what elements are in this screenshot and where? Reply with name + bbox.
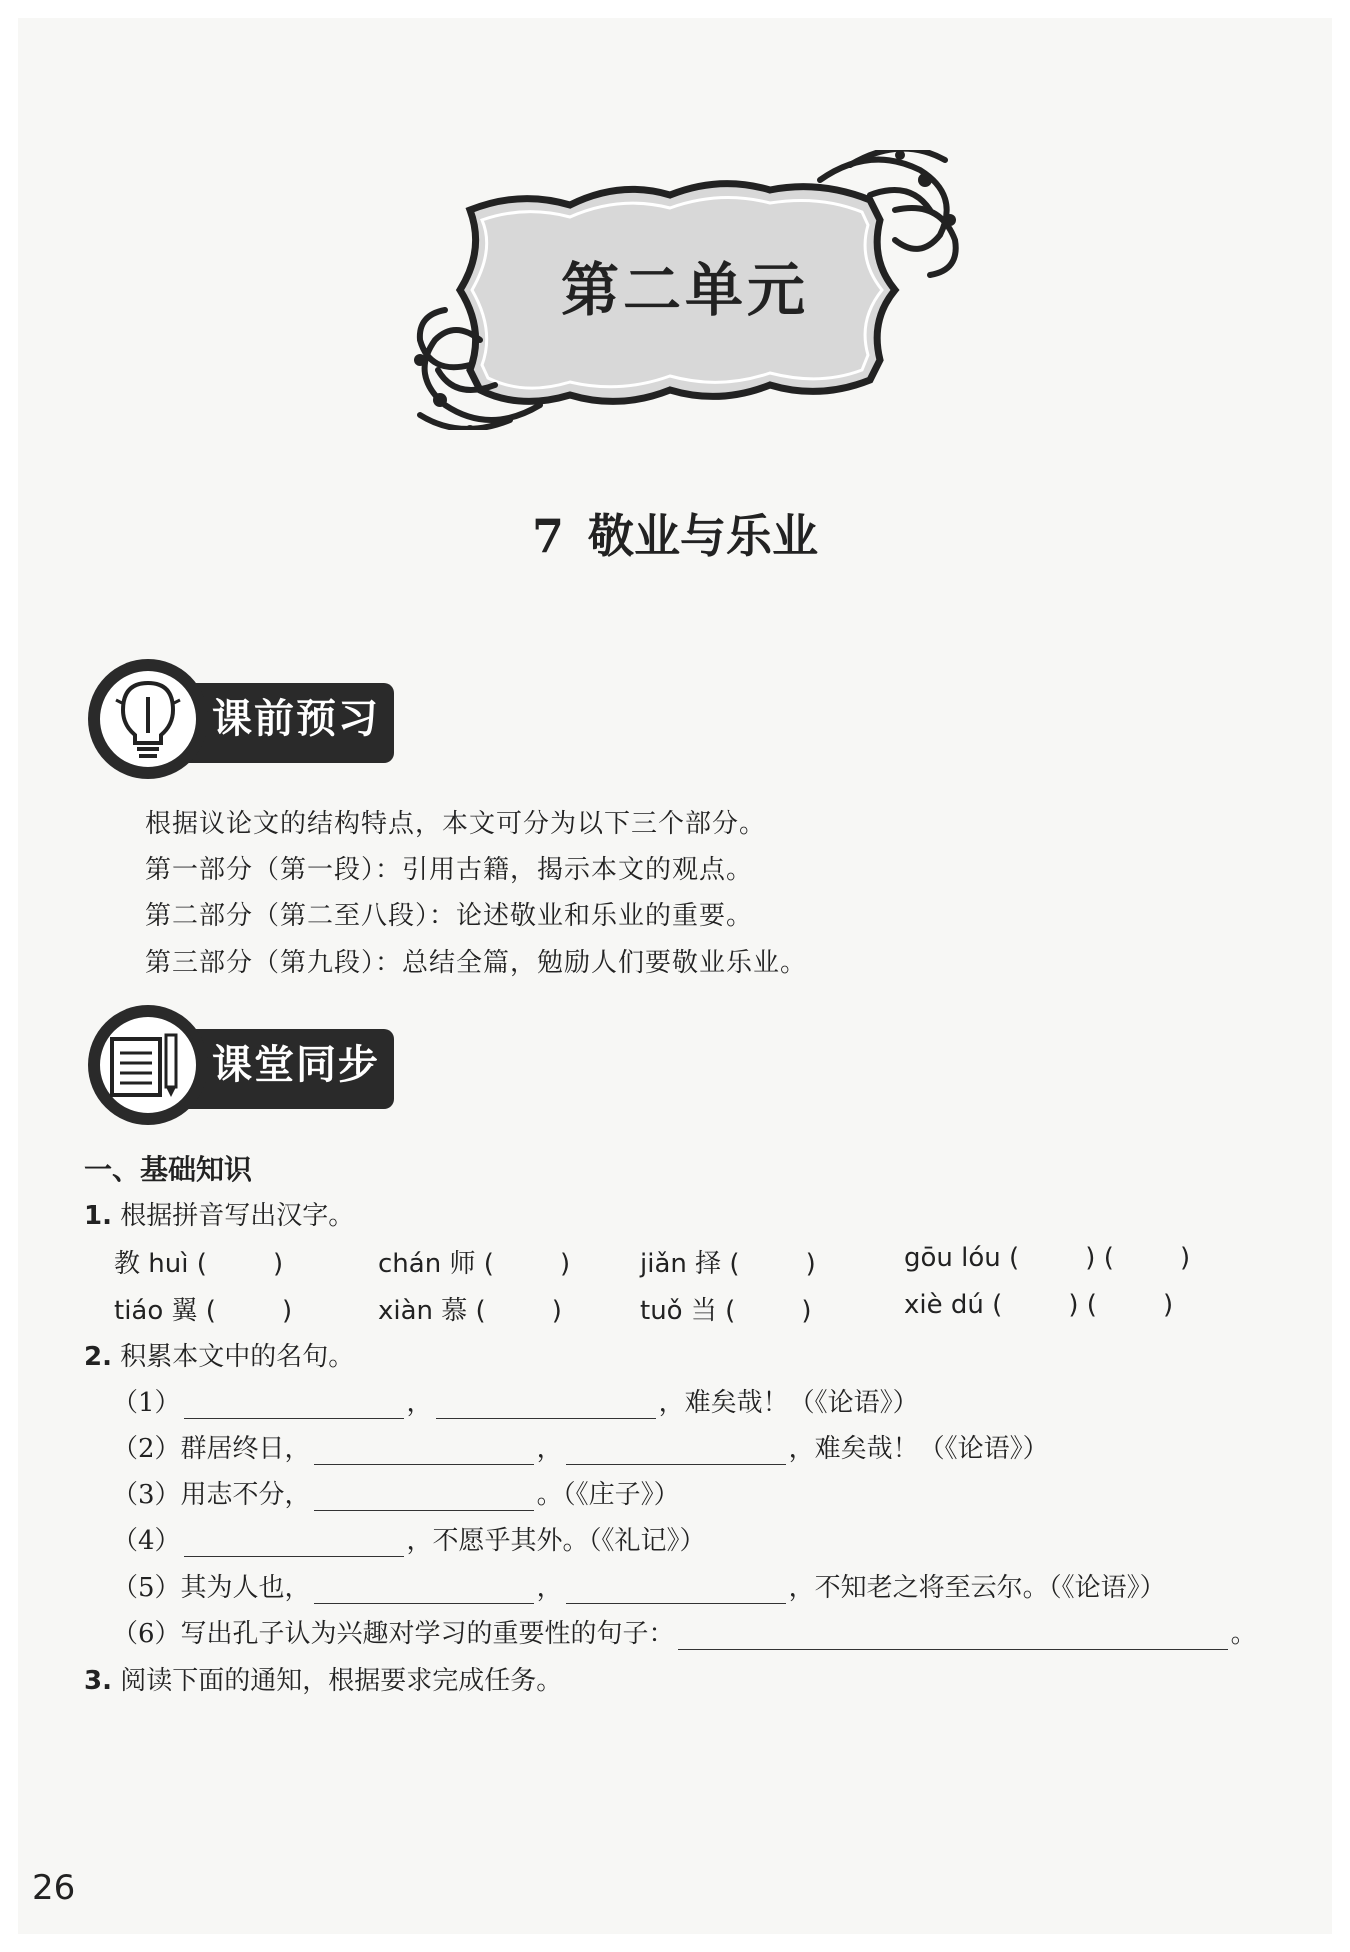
pinyin-item[interactable]: chán 师 ( ) xyxy=(378,1249,571,1279)
preview-paragraph: 根据议论文的结构特点，本文可分为以下三个部分。 xyxy=(145,809,767,839)
page-number: 26 xyxy=(32,1868,76,1908)
quote-line-6 xyxy=(112,1613,1257,1650)
question-3 xyxy=(84,1660,562,1697)
pinyin-item[interactable]: tiáo 翼 ( ) xyxy=(114,1296,293,1326)
item-number: （1） xyxy=(112,1388,181,1418)
quote-tail: ，不愿乎其外。（《礼记》） xyxy=(406,1526,706,1556)
question-text: 阅读下面的通知，根据要求完成任务。 xyxy=(120,1666,563,1696)
lesson-name: 敬业与乐业 xyxy=(588,509,818,563)
quote-line-5 xyxy=(112,1567,1166,1604)
quote-head: 用志不分， xyxy=(180,1480,311,1510)
preview-paragraph: 第一部分（第一段）：引用古籍，揭示本文的观点。 xyxy=(145,855,754,885)
quote-head: 群居终日， xyxy=(180,1434,311,1464)
quote-line-3 xyxy=(112,1474,680,1511)
quote-head: 其为人也， xyxy=(180,1573,311,1603)
lesson-title xyxy=(0,500,1350,566)
quote-line-1 xyxy=(112,1382,919,1419)
quote-tail: 。 xyxy=(1230,1619,1257,1649)
question-text: 积累本文中的名句。 xyxy=(120,1342,355,1372)
section-basic-knowledge: 一、基础知识 xyxy=(84,1153,253,1186)
quote-line-4 xyxy=(112,1520,706,1557)
question-2 xyxy=(84,1336,354,1373)
pinyin-item[interactable]: xiè dú ( ) ( ) xyxy=(904,1290,1174,1320)
pinyin-item[interactable]: 教 huì ( ) xyxy=(114,1249,284,1279)
item-number: （6） xyxy=(112,1619,181,1649)
question-number: 3. xyxy=(84,1666,112,1696)
pinyin-item[interactable]: jiǎn 择 ( ) xyxy=(640,1249,816,1279)
question-number: 2. xyxy=(84,1342,112,1372)
lightbulb-icon xyxy=(113,675,183,765)
answer-blank[interactable] xyxy=(566,1438,786,1465)
question-1 xyxy=(84,1195,354,1232)
answer-blank[interactable] xyxy=(314,1577,534,1604)
question-number: 1. xyxy=(84,1201,112,1231)
quote-tail: 。（《庄子》） xyxy=(536,1480,680,1510)
item-number: （4） xyxy=(112,1526,181,1556)
answer-blank[interactable] xyxy=(436,1392,656,1419)
book-pencil-icon xyxy=(108,1031,188,1101)
quote-tail: ，难矣哉！（《论语》） xyxy=(788,1434,1049,1464)
preview-label: 课前预习 xyxy=(212,696,380,742)
pinyin-item[interactable]: gōu lóu ( ) ( ) xyxy=(904,1243,1191,1273)
item-number: （2） xyxy=(112,1434,181,1464)
question-text: 根据拼音写出汉字。 xyxy=(120,1201,355,1231)
punct: ， xyxy=(536,1573,563,1603)
answer-blank[interactable] xyxy=(314,1438,534,1465)
answer-blank[interactable] xyxy=(678,1623,1228,1650)
classroom-badge xyxy=(84,1001,404,1131)
quote-head: 写出孔子认为兴趣对学习的重要性的句子： xyxy=(180,1619,675,1649)
pinyin-item[interactable]: xiàn 慕 ( ) xyxy=(378,1296,562,1326)
answer-blank[interactable] xyxy=(314,1484,534,1511)
item-number: （3） xyxy=(112,1480,181,1510)
item-number: （5） xyxy=(112,1573,181,1603)
classroom-label: 课堂同步 xyxy=(212,1042,380,1088)
answer-blank[interactable] xyxy=(566,1577,786,1604)
preview-badge xyxy=(84,655,404,785)
unit-title: 第二单元 xyxy=(560,256,809,324)
pinyin-item[interactable]: tuǒ 当 ( ) xyxy=(640,1296,812,1326)
lesson-number: 7 xyxy=(531,509,564,563)
punct: ， xyxy=(536,1434,563,1464)
preview-paragraph: 第二部分（第二至八段）：论述敬业和乐业的重要。 xyxy=(145,901,754,931)
punct: ， xyxy=(406,1388,433,1418)
answer-blank[interactable] xyxy=(184,1530,404,1557)
quote-tail: ，难矣哉！（《论语》） xyxy=(658,1388,919,1418)
preview-paragraph: 第三部分（第九段）：总结全篇，勉励人们要敬业乐业。 xyxy=(145,948,808,978)
quote-tail: ，不知老之将至云尔。（《论语》） xyxy=(788,1573,1166,1603)
quote-line-2 xyxy=(112,1428,1049,1465)
answer-blank[interactable] xyxy=(184,1392,404,1419)
